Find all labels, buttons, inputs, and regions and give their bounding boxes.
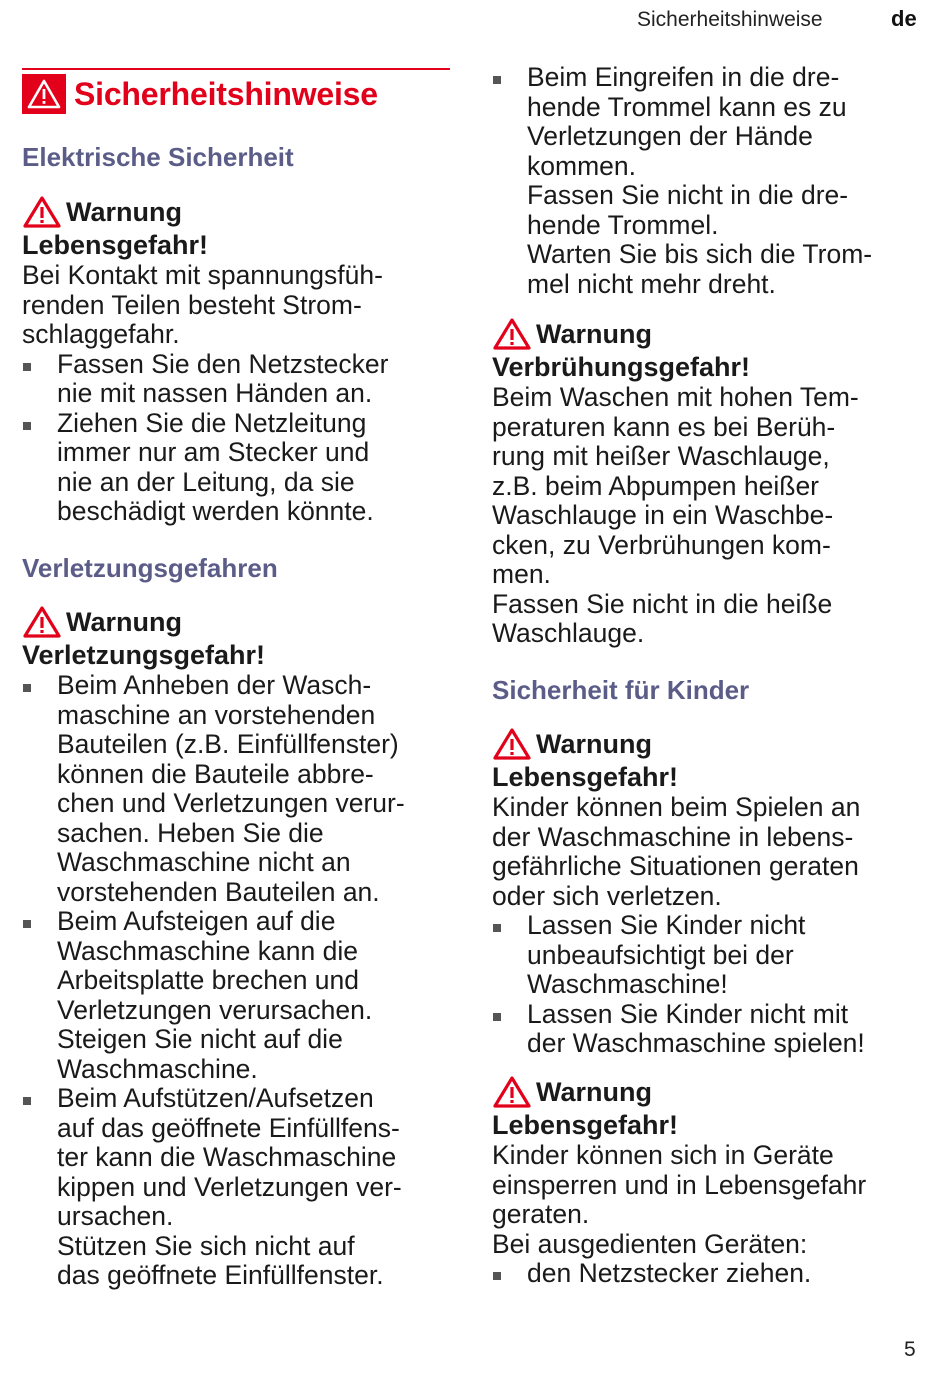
bullet-square-icon [23,684,31,692]
list-item: Beim Aufstützen/Aufsetzen auf das geöffnete Einfüllfens- ter kann die Waschmaschine kippen und Verletzungen ver- ursachen. Stützen Sie sich nicht auf das geöffnete Einfüllfenster. [22,1084,462,1291]
warning-label-row [492,727,932,761]
warning-title: Lebensgefahr! [492,1110,679,1140]
warning-title: Verletzungsgefahr! [22,640,266,670]
running-header-language: de [891,6,917,31]
warning-label: Warnung [536,729,652,759]
section-injury [22,553,454,584]
warning-list [22,350,454,527]
warning-children-1 [492,727,932,1059]
warning-label-row [492,317,932,351]
warning-scald [492,317,932,649]
warning-label: Warnung [66,197,182,227]
warning-text: Kinder können beim Spielen an der Waschmaschine in lebens- gefährliche Situationen geraten oder sich verletzen. [492,792,861,911]
warning-electric [22,195,454,527]
warning-list [492,911,932,1059]
bullet-square-icon [23,363,31,371]
warning-text: Bei Kontakt mit spannungsfüh- renden Teilen besteht Strom- schlaggefahr. [22,260,383,349]
list-item: Lassen Sie Kinder nicht mit der Waschmaschine spielen! [492,1000,932,1059]
bullet-square-icon [493,1272,501,1280]
warning-list [492,1259,932,1289]
warning-triangle-icon [22,195,62,229]
warning-list [22,671,462,1291]
bullet-square-icon [23,1097,31,1105]
warning-triangle-icon [492,317,532,351]
list-item: Fassen Sie den Netzstecker nie mit nassen Händen an. [22,350,454,409]
bullet-square-icon [23,422,31,430]
page-title [22,68,450,114]
section-heading-electric: Elektrische Sicherheit [22,142,294,172]
warning-label-row [22,195,454,229]
warning-title: Lebensgefahr! [492,762,679,792]
bullet-square-icon [493,924,501,932]
warning-label: Warnung [66,607,182,637]
page-number: 5 [904,1338,916,1361]
section-heading-children: Sicherheit für Kinder [492,675,750,705]
warning-label-row [492,1075,932,1109]
warning-list [492,63,932,299]
drum-warning-item [492,63,932,299]
warning-text: Kinder können sich in Geräte einsperren und in Lebensgefahr geraten. Bei ausgedienten Geräten: [492,1140,867,1259]
section-children [492,675,932,706]
list-item: Beim Eingreifen in die dre- hende Trommel kann es zu Verletzungen der Hände kommen. Fassen Sie nicht in die dre- hende Trommel. Warten Sie bis sich die Trom- mel nicht mehr dreht. [492,63,932,299]
warning-children-2 [492,1075,932,1289]
warning-text: Beim Waschen mit hohen Tem- peraturen kann es bei Berüh- rung mit heißer Waschlauge, z.B. beim Abpumpen heißer Waschlauge in ein Waschbe- cken, zu Verbrühungen kom- men. Fassen Sie nicht in die heiße Waschlauge. [492,382,859,648]
page-title-text: Sicherheitshinweise [74,75,378,112]
warning-injury [22,605,462,1291]
warning-label-row [22,605,462,639]
running-header-section: Sicherheitshinweise [637,8,823,31]
section-heading-injury: Verletzungsgefahren [22,553,278,583]
warning-label: Warnung [536,1077,652,1107]
warning-triangle-icon [492,727,532,761]
list-item: Ziehen Sie die Netzleitung immer nur am Stecker und nie an der Leitung, da sie beschädigt werden könnte. [22,409,454,527]
section-electric-safety [22,142,454,173]
warning-triangle-icon [22,605,62,639]
bullet-square-icon [23,920,31,928]
list-item: Beim Anheben der Wasch- maschine an vorstehenden Bauteilen (z.B. Einfüllfenster) können die Bauteile abbre- chen und Verletzungen verur- sachen. Heben Sie die Waschmaschine nicht an vorstehenden Bauteilen an. [22,671,462,907]
warning-title: Lebensgefahr! [22,230,209,260]
list-item: Beim Aufsteigen auf die Waschmaschine kann die Arbeitsplatte brechen und Verletzungen verursachen. Steigen Sie nicht auf die Waschmaschine. [22,907,462,1084]
warning-title: Verbrühungsgefahr! [492,352,751,382]
warning-label: Warnung [536,319,652,349]
list-item: den Netzstecker ziehen. [492,1259,932,1289]
bullet-square-icon [493,76,501,84]
bullet-square-icon [493,1013,501,1021]
warning-triangle-icon [492,1075,532,1109]
list-item: Lassen Sie Kinder nicht unbeaufsichtigt bei der Waschmaschine! [492,911,932,1000]
warning-triangle-icon [22,74,66,114]
